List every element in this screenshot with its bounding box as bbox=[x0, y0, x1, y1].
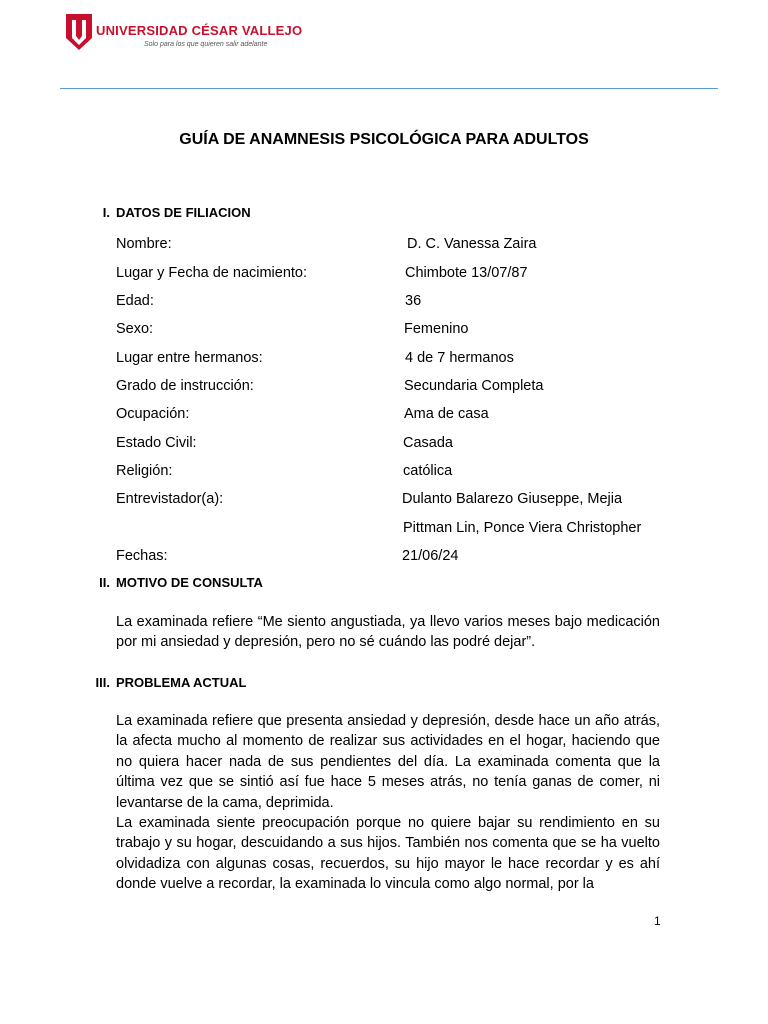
university-logo bbox=[64, 12, 303, 56]
field-label-edad: Edad: bbox=[116, 293, 154, 309]
section-heading-problema bbox=[80, 675, 246, 690]
problema-paragraphs bbox=[116, 711, 660, 895]
section-number: III. bbox=[95, 675, 110, 690]
document-title: GUÍA DE ANAMNESIS PSICOLÓGICA PARA ADULTOS bbox=[179, 131, 589, 148]
problema-paragraph-1: La examinada refiere que presenta ansiedad y depresión, desde hace un año atrás, la afecta mucho al momento de realizar sus actividades en el hogar, haciendo que no quiera hacer nada de sus pendientes del día. La examinada comenta que la última vez que se sintió así fue hace 5 meses atrás, no tenía ganas de comer, ni levantarse de la cama, deprimida. bbox=[116, 713, 660, 811]
field-value-sexo: Femenino bbox=[404, 321, 469, 337]
field-label-instruccion: Grado de instrucción: bbox=[116, 378, 254, 394]
field-label-entrevistador: Entrevistador(a): bbox=[116, 491, 224, 507]
field-value-ocupacion: Ama de casa bbox=[404, 406, 489, 422]
logo-name: UNIVERSIDAD CÉSAR VALLEJO bbox=[96, 23, 303, 38]
field-label-sexo: Sexo: bbox=[116, 321, 154, 337]
logo-tagline: Solo para los que quieren salir adelante bbox=[144, 41, 268, 48]
field-value-entrevistador: Dulanto Balarezo Giuseppe, Mejia bbox=[402, 491, 623, 507]
problema-paragraph-2: La examinada siente preocupación porque no quiere bajar su rendimiento en su trabajo y su hogar, descuidando a sus hijos. También nos comenta que se ha vuelto olvidadiza con algunas cosas, recuerdos, su hijo mayor le hace recordar y es ahí donde vuelve a recordar, la examinada lo vincula como algo normal, por la bbox=[116, 815, 660, 893]
section-title: DATOS DE FILIACION bbox=[116, 205, 251, 220]
field-value-entrevistador-line2: Pittman Lin, Ponce Viera Christopher bbox=[403, 520, 642, 536]
section-number: I. bbox=[102, 205, 110, 220]
field-label-nacimiento: Lugar y Fecha de nacimiento: bbox=[116, 265, 308, 281]
field-value-nacimiento: Chimbote 13/07/87 bbox=[405, 265, 528, 281]
field-value-edad: 36 bbox=[405, 293, 422, 309]
page-number: 1 bbox=[654, 914, 661, 928]
field-value-estado-civil: Casada bbox=[403, 435, 453, 451]
field-label-nombre: Nombre: bbox=[116, 236, 172, 252]
field-label-fechas: Fechas: bbox=[116, 548, 168, 564]
field-value-religion: católica bbox=[403, 463, 453, 479]
field-value-fechas: 21/06/24 bbox=[402, 548, 459, 564]
field-value-nombre: D. C. Vanessa Zaira bbox=[407, 236, 537, 252]
header-divider bbox=[60, 88, 718, 89]
motivo-paragraph bbox=[116, 612, 660, 653]
section-heading-motivo bbox=[80, 575, 263, 590]
section-number: II. bbox=[99, 575, 110, 590]
field-label-estado-civil: Estado Civil: bbox=[116, 435, 197, 451]
section-title: PROBLEMA ACTUAL bbox=[116, 675, 247, 690]
field-label-hermanos: Lugar entre hermanos: bbox=[116, 350, 263, 366]
section-title: MOTIVO DE CONSULTA bbox=[116, 575, 263, 590]
field-value-instruccion: Secundaria Completa bbox=[404, 378, 544, 394]
university-shield-icon bbox=[64, 12, 94, 52]
section-heading-filiacion bbox=[80, 205, 251, 220]
motivo-text: La examinada refiere “Me siento angustiada, ya llevo varios meses bajo medicación por mi ansiedad y depresión, pero no sé cuándo las podré dejar”. bbox=[116, 614, 660, 651]
field-label-religion: Religión: bbox=[116, 463, 173, 479]
field-value-hermanos: 4 de 7 hermanos bbox=[405, 350, 514, 366]
field-label-ocupacion: Ocupación: bbox=[116, 406, 190, 422]
